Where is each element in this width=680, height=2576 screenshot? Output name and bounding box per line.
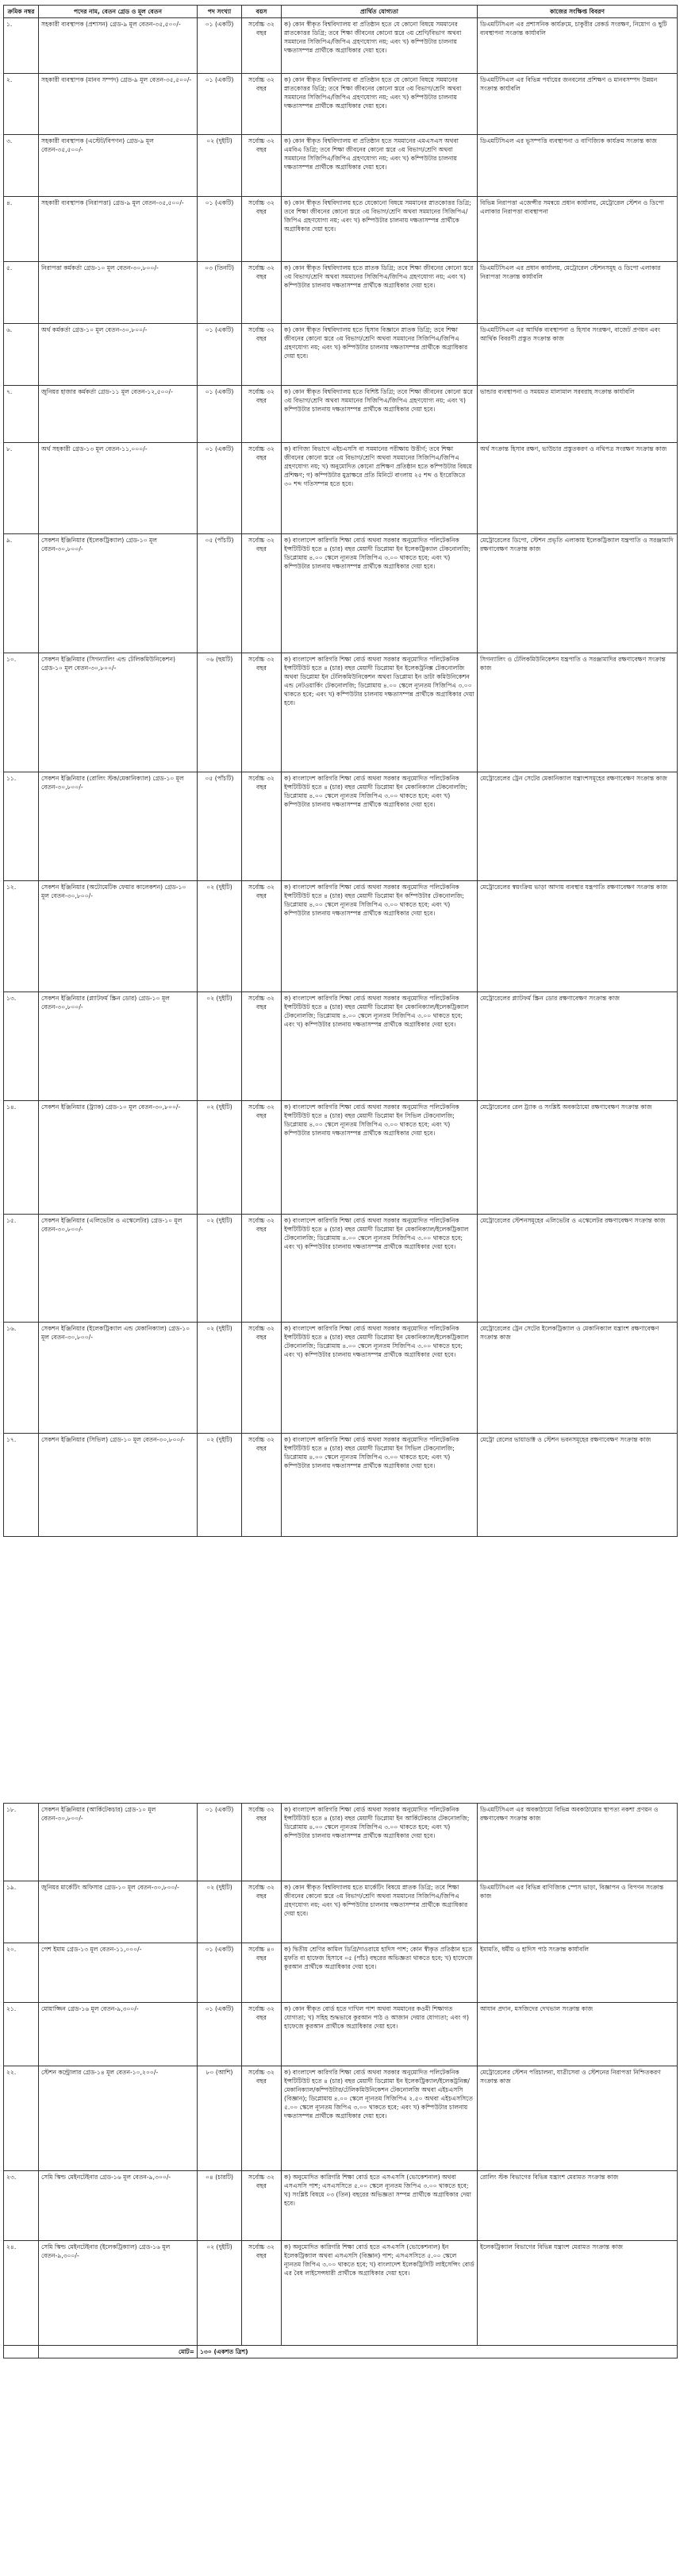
table-body-part-1	[4, 18, 678, 1537]
cell-work: ডিএমটিসিএল এর প্রধান কার্যালয়, মেট্রোরেল স্টেশনসমূহ ও ডিপো এলাকার নিরাপত্তা সংক্রান্ত কার্যাবলি	[478, 262, 678, 324]
cell-age: সর্বোচ্চ ৩২ বছর	[242, 262, 282, 324]
header-post: পদের নাম, বেতন গ্রেড ও মূল বেতন	[39, 6, 198, 18]
table-row	[4, 18, 678, 74]
cell-work: ডিএমটিসিএল এর প্রশাসনিক কার্যক্রমে, চাকুরীর রেকর্ড সংরক্ষণ, নিয়োগ ও ছুটি ব্যবস্থাপনা সংক্রান্ত কার্যাবলি	[478, 18, 678, 74]
cell-work: রোলিং স্টক বিভাগের বিভিন্ন যন্ত্রাংশ মেরামত সংক্রান্ত কাজ	[478, 2171, 678, 2241]
cell-qualification: ক) কোন স্বীকৃত বিশ্ববিদ্যালয় বা প্রতিষ্ঠান হতে যে কোনো বিষয়ে সমমানের স্নাতকোত্তর ডিগ্রি; তবে শিক্ষা জীবনের কোনো স্তরে ৩য় বিভাগ/শ্রেণি অথবা সমমানের সিজিপিএ/জিপিএ গ্রহণযোগ্য নয়; এবং খ) কম্পিউটার চালনায় দক্ষতাসম্পন্ন প্রার্থীকে অগ্রাধিকার দেয়া হবে।	[282, 74, 478, 135]
cell-serial: ২০.	[4, 1943, 39, 2003]
cell-post: সেমি স্কিল্ড মেইনটেইনার গ্রেড-১৬ মূল বেতন-৯,৩০০/-	[39, 2171, 198, 2241]
cell-serial: ৯.	[4, 534, 39, 653]
cell-work: মেট্রোরেলের রেল ট্র্যাক ও সংশ্লিষ্ট অবকাঠামো রক্ষণাবেক্ষণ সংক্রান্ত কাজ	[478, 1101, 678, 1215]
cell-work: আযান প্রদান, মসজিদের দেখভাল সংক্রান্ত কাজ	[478, 2003, 678, 2066]
cell-age: সর্বোচ্চ ৩২ বছর	[242, 18, 282, 74]
table-row	[4, 1804, 678, 1881]
cell-qualification: ক) কোন স্বীকৃত বিশ্ববিদ্যালয় হতে মার্কেটিং বিষয়ে স্নাতক ডিগ্রি; তবে শিক্ষা জীবনের কোনো স্তরে ৩য় বিভাগ/শ্রেণি অথবা সমমানের সিজিপিএ/জিপিএ গ্রহণযোগ্য নয়; এবং খ) কম্পিউটার চালনায় দক্ষতাসম্পন্ন প্রার্থীকে অগ্রাধিকার দেয়া হবে।	[282, 1881, 478, 1943]
cell-serial: ৪.	[4, 197, 39, 262]
cell-age: সর্বোচ্চ ৩২ বছর	[242, 1323, 282, 1434]
cell-qualification: ক) বাংলাদেশ কারিগরি শিক্ষা বোর্ড অথবা সরকার অনুমোদিত পলিটেকনিক ইন্সটিটিউট হতে ৪ (চার) বছর মেয়াদী ডিপ্লোমা ইন ইলেকট্রনিক্স টেকনোলজি অথবা ডিপ্লোমা ইন টেলিকমিউনিকেশন অথবা ডিপ্লোমা ইন ডাটা কমিউনিকেশন এন্ড নেটওয়ার্কিং টেকনোলজি; ডিপ্লোমায় ৪.০০ স্কেলে ন্যূনতম সিজিপিএ ৩.০০ থাকতে হবে; এবং খ) কম্পিউটার চালনায় দক্ষতাসম্পন্ন প্রার্থীকে অগ্রাধিকার দেয়া হবে।	[282, 653, 478, 772]
cell-age: সর্বোচ্চ ৩২ বছর	[242, 992, 282, 1101]
cell-age: সর্বোচ্চ ৩২ বছর	[242, 653, 282, 772]
cell-work: ভান্ডার ব্যবস্থাপনা ও সময়মত মালামাল সরবরাহ সংক্রান্ত কার্যাবলি	[478, 386, 678, 443]
table-row	[4, 262, 678, 324]
cell-count: ০২ (দুইটি)	[198, 135, 242, 197]
cell-post: মোয়াজ্জিন গ্রেড-১৬ মূল বেতন-৯,৩০০/-	[39, 2003, 198, 2066]
cell-qualification: ক) বাংলাদেশ কারিগরি শিক্ষা বোর্ড অথবা সরকার অনুমোদিত পলিটেকনিক ইন্সটিটিউট হতে ৪ (চার) বছর মেয়াদী ডিপ্লোমা ইন সিভিল টেকনোলজি; ডিপ্লোমায় ৪.০০ স্কেলে ন্যূনতম সিজিপিএ ৩.০০ থাকতে হবে; এবং খ) কম্পিউটার চালনায় দক্ষতাসম্পন্ন প্রার্থীকে অগ্রাধিকার দেয়া হবে।	[282, 1101, 478, 1215]
cell-work: মেট্রোরেলের ট্রেন সেটের মেকানিক্যাল যন্ত্রাংশসমূহের রক্ষণাবেক্ষণ সংক্রান্ত কাজ	[478, 772, 678, 881]
cell-age: সর্বোচ্চ ৩২ বছর	[242, 135, 282, 197]
table-row	[4, 1101, 678, 1215]
job-table-part-2	[3, 1803, 678, 2358]
cell-post: নিরাপত্তা কর্মকর্তা গ্রেড-১০ মূল বেতন-৩০,৮০০/-	[39, 262, 198, 324]
total-count: ১৩০ (একশত ত্রিশ)	[198, 2346, 678, 2358]
cell-age: সর্বোচ্চ ৩২ বছর	[242, 2066, 282, 2171]
cell-count: ০৫ (পাঁচটি)	[198, 772, 242, 881]
header-serial: ক্রমিক নম্বর	[4, 6, 39, 18]
cell-age: সর্বোচ্চ ৩২ বছর	[242, 1881, 282, 1943]
table-row	[4, 386, 678, 443]
cell-qualification: ক) কোন স্বীকৃত বিশ্ববিদ্যালয় বা প্রতিষ্ঠান হতে যে কোনো বিষয়ে সমমানের স্নাতকোত্তর ডিগ্রি; তবে শিক্ষা জীবনের কোনো স্তরে ৩য় শ্রেণি/বিভাগ অথবা সমমানের সিজিপিএ/জিপিএ গ্রহণযোগ্য নয়; এবং খ) কম্পিউটার চালনায় দক্ষতাসম্পন্ন প্রার্থীকে অগ্রাধিকার দেয়া হবে।	[282, 18, 478, 74]
cell-work: মেট্রোরেলের ট্রেন সেটের ইলেকট্রিক্যাল ও মেকানিক্যাল যন্ত্রাংশ রক্ষণাবেক্ষণ সংক্রান্ত কাজ	[478, 1323, 678, 1434]
cell-age: সর্বোচ্চ ৩২ বছর	[242, 197, 282, 262]
cell-work: ইলেকট্রিক্যাল বিভাগের বিভিন্ন যন্ত্রাংশ মেরামত সংক্রান্ত কাজ	[478, 2241, 678, 2346]
cell-qualification: ক) বাংলাদেশ কারিগরি শিক্ষা বোর্ড অথবা সরকার অনুমোদিত পলিটেকনিক ইন্সটিটিউট হতে ৪ (চার) বছর মেয়াদী ডিপ্লোমা ইন সিভিল টেকনোলজি; ডিপ্লোমায় ৪.০০ স্কেলে ন্যূনতম সিজিপিএ ৩.০০ থাকতে হবে; এবং খ) কম্পিউটার চালনায় দক্ষতাসম্পন্ন প্রার্থীকে অগ্রাধিকার দেয়া হবে।	[282, 1434, 478, 1537]
cell-qualification: ক) বাংলাদেশ কারিগরি শিক্ষা বোর্ড অথবা সরকার অনুমোদিত পলিটেকনিক ইন্সটিটিউট হতে ৪ (চার) বছর মেয়াদী ডিপ্লোমা ইন মেকানিক্যাল টেকনোলজি; ডিপ্লোমায় ৪.০০ স্কেলে ন্যূনতম সিজিপিএ ৩.০০ থাকতে হবে; এবং খ) কম্পিউটার চালনায় দক্ষতাসম্পন্ন প্রার্থীকে অগ্রাধিকার দেয়া হবে।	[282, 772, 478, 881]
cell-count: ০৪ (চারটি)	[198, 2171, 242, 2241]
cell-serial: ২.	[4, 74, 39, 135]
job-table-part-1	[3, 5, 678, 1537]
cell-serial: ১০.	[4, 653, 39, 772]
cell-serial: ৮.	[4, 443, 39, 534]
cell-work: সিগন্যালিং ও টেলিকমিউনিকেশন যন্ত্রপাতি ও সরঞ্জামাদির রক্ষণাবেক্ষণ সংক্রান্ত কাজ	[478, 653, 678, 772]
table-row	[4, 324, 678, 386]
header-count: পদ সংখ্যা	[198, 6, 242, 18]
cell-count: ০৩ (তিনটি)	[198, 262, 242, 324]
cell-qualification: ক) বাংলাদেশ কারিগরি শিক্ষা বোর্ড অথবা সরকার অনুমোদিত পলিটেকনিক ইন্সটিটিউট হতে ৪ (চার) বছর মেয়াদী ডিপ্লোমা ইন মেকানিক্যাল/ইলেকট্রিক্যাল টেকনোলজি; ডিপ্লোমায় ৪.০০ স্কেলে ন্যূনতম সিজিপিএ ৩.০০ থাকতে হবে; এবং খ) কম্পিউটার চালনায় দক্ষতাসম্পন্ন প্রার্থীকে অগ্রাধিকার দেয়া হবে।	[282, 1323, 478, 1434]
cell-count: ০১ (একটি)	[198, 324, 242, 386]
cell-qualification: ক) কোন স্বীকৃত বিশ্ববিদ্যালয় হতে বিশিষ্ট ডিগ্রি; তবে শিক্ষা জীবনের কোনো স্তরে ৩য় বিভাগ/শ্রেণি অথবা সমমানের সিজিপিএ/জিপিএ গ্রহণযোগ্য নয়; এবং খ) কম্পিউটার চালনায় দক্ষতাসম্পন্ন প্রার্থীকে অগ্রাধিকার দেয়া হবে।	[282, 386, 478, 443]
cell-count: ০৫ (পাঁচটি)	[198, 534, 242, 653]
cell-count: ০১ (একটি)	[198, 1804, 242, 1881]
cell-work: মেট্রোরেলের স্টেশন পরিচালনা, যাত্রীসেবা ও স্টেশনের নিরাপত্তা নিশ্চিতকরণ সংক্রান্ত কাজ	[478, 2066, 678, 2171]
cell-serial: ৬.	[4, 324, 39, 386]
cell-post: সেকশন ইঞ্জিনিয়ার (ইলেকট্রিক্যাল) গ্রেড-১০ মূল বেতন-৩০,৮০০/-	[39, 534, 198, 653]
cell-post: অর্থ সহকারী গ্রেড-১৩ মূল বেতন-১১,০০০/-	[39, 443, 198, 534]
table-header-row	[4, 6, 678, 18]
table-row	[4, 534, 678, 653]
cell-age: সর্বোচ্চ ৩২ বছর	[242, 1434, 282, 1537]
header-work: কাজের সংক্ষিপ্ত বিবরণ	[478, 6, 678, 18]
cell-post: সেকশন ইঞ্জিনিয়ার (অটোমেটিক ফেয়ার কালেকশন) গ্রেড-১০ মূল বেতন-৩০,৮০০/-	[39, 881, 198, 992]
cell-post: সহকারী ব্যবস্থাপক (মানব সম্পদ) গ্রেড-৯ মূল বেতন-৩৫,৫০০/-	[39, 74, 198, 135]
table-row	[4, 2171, 678, 2241]
cell-qualification: ক) কোন স্বীকৃত বোর্ড হতে দাখিল পাশ অথবা সমমানের কওমী শিক্ষাগত যোগ্যতা; খ) সহিহ শুদ্ধভাবে কুরআন পাঠ ও আজান দেয়ার যোগ্যতা; এবং গ) হাফেজে কুরআন প্রার্থীকে অগ্রাধিকার দেয়া হবে।	[282, 2003, 478, 2066]
cell-age: সর্বোচ্চ ৩২ বছর	[242, 2171, 282, 2241]
cell-serial: ১৮.	[4, 1804, 39, 1881]
cell-age: সর্বোচ্চ ৩২ বছর	[242, 1101, 282, 1215]
cell-count: ০২ (দুইটি)	[198, 881, 242, 992]
cell-work: ডিএমটিসিএল এর ভূসম্পত্তি ব্যবস্থাপনা ও বাণিজ্যিক কার্যক্রম সংক্রান্ত কাজ	[478, 135, 678, 197]
cell-serial: ১৬.	[4, 1323, 39, 1434]
cell-work: ডিএমটিসিএল এর আর্থিক ব্যবস্থাপনা ও হিসাব সংরক্ষণ, বাজেট প্রণয়ন এবং আর্থিক বিবরণী প্রস্তুত সংক্রান্ত কাজ	[478, 324, 678, 386]
cell-age: সর্বোচ্চ ৩২ বছর	[242, 881, 282, 992]
cell-qualification: ক) বাংলাদেশ কারিগরি শিক্ষা বোর্ড অথবা সরকার অনুমোদিত পলিটেকনিক ইন্সটিটিউট হতে ৪ (চার) বছর মেয়াদী ডিপ্লোমা ইন ইলেকট্রিক্যাল/ইলেকট্রনিক্স/মেকানিক্যাল/কম্পিউটার/টেলিকমিউনিকেশন টেকনোলজি অথবা এইচএসসি (বিজ্ঞান); ডিপ্লোমায় ৪.০০ স্কেলে ন্যূনতম সিজিপিএ ২.৫০ অথবা এইচএসসিতে ৫.০০ স্কেলে ন্যূনতম জিপিএ ৩.০০ থাকতে হবে; এবং খ) কম্পিউটার চালনায় দক্ষতাসম্পন্ন প্রার্থীকে অগ্রাধিকার দেয়া হবে।	[282, 2066, 478, 2171]
cell-count: ০৬ (ছয়টি)	[198, 653, 242, 772]
cell-qualification: ক) অনুমোদিত কারিগরি শিক্ষা বোর্ড হতে এসএসসি (ভোকেশনাল) ইন ইলেকট্রিক্যাল অথবা এসএসসি (বিজ্ঞান) পাশ; এসএসসিতে ৫.০০ স্কেলে ন্যূনতম জিপিএ ৩.০০ থাকতে হবে; খ) বাংলাদেশ ইলেকট্রিসিটি লাইসেন্সিং বোর্ড এর বৈধ লাইসেন্সধারী প্রার্থীকে অগ্রাধিকার দেয়া হবে।	[282, 2241, 478, 2346]
cell-qualification: ক) বাণিজ্য বিভাগে এইচএসসি বা সমমানের পরীক্ষায় উত্তীর্ণ; তবে শিক্ষা জীবনের কোনো স্তরে ৩য় বিভাগ/শ্রেণি অথবা সমমানের সিজিপিএ/জিপিএ গ্রহণযোগ্য নয়; খ) অনুমোদিত কোনো প্রশিক্ষণ প্রতিষ্ঠান হতে কম্পিউটার বিষয়ে প্রশিক্ষণ; গ) কম্পিউটার মুদ্রাক্ষরে প্রতি মিনিটে বাংলায় ২৫ শব্দ ও ইংরেজিতে ৩০ শব্দ গতিসম্পন্ন হতে হবে।	[282, 443, 478, 534]
cell-post: সহকারী ব্যবস্থাপক (এস্টেট/বিপণন) গ্রেড-৯ মূল বেতন-৩৫,৫০০/-	[39, 135, 198, 197]
cell-count: ০১ (একটি)	[198, 18, 242, 74]
cell-count: ০১ (একটি)	[198, 197, 242, 262]
cell-post: সেকশন ইঞ্জিনিয়ার (ট্র্যাক) গ্রেড-১০ মূল বেতন-৩০,৮০০/-	[39, 1101, 198, 1215]
cell-work: ডিএমটিসিএল এর বিভিন্ন পর্যায়ের জনবলের প্রশিক্ষণ ও মানবসম্পদ উন্নয়ন সংক্রান্ত কার্যাবলি	[478, 74, 678, 135]
cell-post: সহকারী ব্যবস্থাপক (নিরাপত্তা) গ্রেড-৯ মূল বেতন-৩৫,৫০০/-	[39, 197, 198, 262]
cell-work: অর্থ সংক্রান্ত হিসাব রক্ষণ, ভাউচার প্রস্তুতকরণ ও নথিপত্র সংরক্ষণ সংক্রান্ত কাজ	[478, 443, 678, 534]
cell-work: মেট্রো রেলের ভায়াডাক্ট ও স্টেশন ভবনসমূহের রক্ষণাবেক্ষণ সংক্রান্ত কাজ	[478, 1434, 678, 1537]
header-age: বয়স	[242, 6, 282, 18]
cell-count: ০২ (দুইটি)	[198, 992, 242, 1101]
cell-post: সেকশন ইঞ্জিনিয়ার (প্ল্যাটফর্ম স্ক্রিন ডোর) গ্রেড-১০ মূল বেতন-৩০,৮০০/-	[39, 992, 198, 1101]
cell-work: মেট্রোরেলের প্ল্যাটফর্ম স্ক্রিন ডোর রক্ষণাবেক্ষণ সংক্রান্ত কাজ	[478, 992, 678, 1101]
table-row	[4, 1943, 678, 2003]
cell-qualification: ক) বাংলাদেশ কারিগরি শিক্ষা বোর্ড অথবা সরকার অনুমোদিত পলিটেকনিক ইন্সটিটিউট হতে ৪ (চার) বছর মেয়াদী ডিপ্লোমা ইন মেকানিক্যাল/ইলেকট্রিক্যাল টেকনোলজি; ডিপ্লোমায় ৪.০০ স্কেলে ন্যূনতম সিজিপিএ ৩.০০ থাকতে হবে; এবং খ) কম্পিউটার চালনায় দক্ষতাসম্পন্ন প্রার্থীকে অগ্রাধিকার দেয়া হবে।	[282, 1215, 478, 1323]
cell-post: সেকশন ইঞ্জিনিয়ার (সিগন্যালিং এন্ড টেলিকমিউনিকেশন) গ্রেড-১০ মূল বেতন-৩০,৮০০/-	[39, 653, 198, 772]
total-row	[4, 2346, 678, 2358]
table-row	[4, 197, 678, 262]
cell-count: ০২ (দুইটি)	[198, 1881, 242, 1943]
table-row	[4, 135, 678, 197]
cell-post: অর্থ কর্মকর্তা গ্রেড-১০ মূল বেতন-৩০,৮০০/-	[39, 324, 198, 386]
table-row	[4, 1434, 678, 1537]
cell-serial: ২২.	[4, 2066, 39, 2171]
cell-count: ৮০ (আশি)	[198, 2066, 242, 2171]
cell-post: স্টেশন কন্ট্রোলার গ্রেড-১৪ মূল বেতন-১০,২০০/-	[39, 2066, 198, 2171]
cell-count: ০১ (একটি)	[198, 386, 242, 443]
cell-qualification: ক) দ্বিতীয় শ্রেণির কামিল ডিগ্রি/দাওরায়ে হাদিস পাশ; কোন স্বীকৃত প্রতিষ্ঠান হতে মুফতি বা হাফেজ হিসাবে ০৫ (পাঁচ) বছরের অভিজ্ঞতা থাকতে হবে; খ) হাফেজে কুরআন প্রার্থীকে অগ্রাধিকার দেয়া হবে।	[282, 1943, 478, 2003]
cell-serial: ১.	[4, 18, 39, 74]
cell-work: ডিএমটিসিএল এর বিভিন্ন বাণিজ্যিক স্পেস ভাড়া, বিজ্ঞাপন ও বিপণন সংক্রান্ত কাজ	[478, 1881, 678, 1943]
table-row	[4, 2066, 678, 2171]
cell-qualification: ক) কোন স্বীকৃত বিশ্ববিদ্যালয় হতে যেকোনো বিষয়ে সমমানের স্নাতকোত্তর ডিগ্রি; তবে শিক্ষা জীবনের কোনো স্তরে ৩য় বিভাগ/শ্রেণি অথবা সমমানের সিজিপিএ/জিপিএ গ্রহণযোগ্য নয়; এবং খ) কম্পিউটার চালনায় দক্ষতাসম্পন্ন প্রার্থীকে অগ্রাধিকার দেয়া হবে।	[282, 197, 478, 262]
cell-qualification: ক) বাংলাদেশ কারিগরি শিক্ষা বোর্ড অথবা সরকার অনুমোদিত পলিটেকনিক ইন্সটিটিউট হতে ৪ (চার) বছর মেয়াদী ডিপ্লোমা ইন কম্পিউটার টেকনোলজি; ডিপ্লোমায় ৪.০০ স্কেলে ন্যূনতম সিজিপিএ ৩.০০ থাকতে হবে; এবং খ) কম্পিউটার চালনায় দক্ষতাসম্পন্ন প্রার্থীকে অগ্রাধিকার দেয়া হবে।	[282, 881, 478, 992]
cell-age: সর্বোচ্চ ৩২ বছর	[242, 2003, 282, 2066]
cell-age: সর্বোচ্চ ৩২ বছর	[242, 2241, 282, 2346]
table-row	[4, 1881, 678, 1943]
cell-serial: ১৩.	[4, 992, 39, 1101]
table-row	[4, 443, 678, 534]
cell-age: সর্বোচ্চ ৩২ বছর	[242, 443, 282, 534]
cell-serial: ২১.	[4, 2003, 39, 2066]
table-row	[4, 881, 678, 992]
cell-work: ইমামতি, ধর্মীয় ও হাদিস পাঠ সংক্রান্ত কার্যাবলি	[478, 1943, 678, 2003]
cell-qualification: ক) কোন স্বীকৃত বিশ্ববিদ্যালয় বা প্রতিষ্ঠান হতে সমমানের এমএসএস অথবা এমবিএ ডিগ্রি; তবে শিক্ষা জীবনের কোনো স্তরে ৩য় বিভাগ/শ্রেণি অথবা সমমানের সিজিপিএ/জিপিএ গ্রহণযোগ্য নয়; এবং খ) কম্পিউটার চালনায় দক্ষতাসম্পন্ন প্রার্থীকে অগ্রাধিকার দেয়া হবে।	[282, 135, 478, 197]
cell-qualification: ক) বাংলাদেশ কারিগরি শিক্ষা বোর্ড অথবা সরকার অনুমোদিত পলিটেকনিক ইন্সটিটিউট হতে ৪ (চার) বছর মেয়াদী ডিপ্লোমা ইন আর্কিটেকচার টেকনোলজি; ডিপ্লোমায় ৪.০০ স্কেলে ন্যূনতম সিজিপিএ ৩.০০ থাকতে হবে; এবং খ) কম্পিউটার চালনায় দক্ষতাসম্পন্ন প্রার্থীকে অগ্রাধিকার দেয়া হবে।	[282, 1804, 478, 1881]
table-row	[4, 772, 678, 881]
cell-count: ০২ (দুইটি)	[198, 1434, 242, 1537]
table-row	[4, 2241, 678, 2346]
cell-work: মেট্রোরেলের স্টেশনসমূহের এলিভেটর ও এস্কেলেটর রক্ষণাবেক্ষণ সংক্রান্ত কাজ	[478, 1215, 678, 1323]
cell-serial: ২৪.	[4, 2241, 39, 2346]
cell-serial: ১৫.	[4, 1215, 39, 1323]
cell-serial: ১৯.	[4, 1881, 39, 1943]
cell-serial: ৭.	[4, 386, 39, 443]
cell-count: ০২ (দুইটি)	[198, 2241, 242, 2346]
cell-age: সর্বোচ্চ ৪০ বছর	[242, 1943, 282, 2003]
total-spacer	[4, 2346, 39, 2358]
table-row	[4, 1215, 678, 1323]
cell-count: ০১ (একটি)	[198, 443, 242, 534]
cell-age: সর্বোচ্চ ৩২ বছর	[242, 1215, 282, 1323]
cell-age: সর্বোচ্চ ৩২ বছর	[242, 534, 282, 653]
cell-qualification: ক) কোন স্বীকৃত বিশ্ববিদ্যালয় হতে স্নাতক ডিগ্রি; তবে শিক্ষা জীবনের কোনো স্তরে ৩য় বিভাগ/শ্রেণি অথবা সমমানের সিজিপিএ/জিপিএ গ্রহণযোগ্য নয়; এবং খ) কম্পিউটার চালনায় দক্ষতাসম্পন্ন প্রার্থীকে অগ্রাধিকার দেয়া হবে।	[282, 262, 478, 324]
cell-serial: ১৪.	[4, 1101, 39, 1215]
header-qualification: প্রার্থিত যোগ্যতা	[282, 6, 478, 18]
table-body-part-2	[4, 1804, 678, 2346]
cell-post: সেকশন ইঞ্জিনিয়ার (সিভিল) গ্রেড-১০ মূল বেতন-৩০,৮০০/-	[39, 1434, 198, 1537]
cell-serial: ৩.	[4, 135, 39, 197]
cell-post: সেকশন ইঞ্জিনিয়ার (এলিভেটর ও এস্কেলেটর) গ্রেড-১০ মূল বেতন-৩০,৮০০/-	[39, 1215, 198, 1323]
cell-work: মেট্রোরেলের স্বয়ংক্রিয় ভাড়া আদায় ব্যবস্থার যন্ত্রপাতি রক্ষণাবেক্ষণ সংক্রান্ত কাজ	[478, 881, 678, 992]
cell-age: সর্বোচ্চ ৩২ বছর	[242, 74, 282, 135]
cell-count: ০১ (একটি)	[198, 2003, 242, 2066]
cell-post: জুনিয়র মার্কেটিং অফিসার গ্রেড-১০ মূল বেতন-৩০,৮০০/-	[39, 1881, 198, 1943]
cell-post: সেমি স্কিল্ড মেইনটেইনার (ইলেকট্রিক্যাল) গ্রেড-১৬ মূল বেতন-৯,৩০০/-	[39, 2241, 198, 2346]
table-row	[4, 992, 678, 1101]
cell-age: সর্বোচ্চ ৩২ বছর	[242, 772, 282, 881]
cell-post: সেকশন ইঞ্জিনিয়ার (আর্কিটেকচার) গ্রেড-১০ মূল বেতন-৩০,৮০০/-	[39, 1804, 198, 1881]
cell-count: ০১ (একটি)	[198, 1943, 242, 2003]
cell-post: সেকশন ইঞ্জিনিয়ার (রোলিং স্টক/মেকানিক্যাল) গ্রেড-১০ মূল বেতন-৩০,৮০০/-	[39, 772, 198, 881]
cell-age: সর্বোচ্চ ৩২ বছর	[242, 386, 282, 443]
cell-age: সর্বোচ্চ ৩২ বছর	[242, 1804, 282, 1881]
cell-count: ০২ (দুইটি)	[198, 1323, 242, 1434]
cell-serial: ১১.	[4, 772, 39, 881]
cell-qualification: ক) বাংলাদেশ কারিগরি শিক্ষা বোর্ড অথবা সরকার অনুমোদিত পলিটেকনিক ইন্সটিটিউট হতে ৪ (চার) বছর মেয়াদী ডিপ্লোমা ইন মেকানিক্যাল/ইলেকট্রিক্যাল টেকনোলজি; ডিপ্লোমায় ৪.০০ স্কেলে ন্যূনতম সিজিপিএ ৩.০০ থাকতে হবে; এবং খ) কম্পিউটার চালনায় দক্ষতাসম্পন্ন প্রার্থীকে অগ্রাধিকার দেয়া হবে।	[282, 992, 478, 1101]
cell-qualification: ক) অনুমোদিত কারিগরি শিক্ষা বোর্ড হতে এসএসসি (ভোকেশনাল) অথবা এসএসসি পাশ; এসএসসিতে ৫.০০ স্কেলে ন্যূনতম জিপিএ ৩.০০ থাকতে হবে; খ) সংশ্লিষ্ট বিষয়ে ০৩ (তিন) বছরের অভিজ্ঞতা সম্পন্ন প্রার্থীকে অগ্রাধিকার দেয়া হবে।	[282, 2171, 478, 2241]
cell-age: সর্বোচ্চ ৩২ বছর	[242, 324, 282, 386]
table-row	[4, 653, 678, 772]
table-row	[4, 74, 678, 135]
cell-work: বিভিন্ন নিরাপত্তা এজেন্সীর সমন্বয়ে প্রধান কার্যালয়, মেট্রোরেল স্টেশন ও ডিপো এলাকার নিরাপত্তা ব্যবস্থাপনা	[478, 197, 678, 262]
cell-qualification: ক) কোন স্বীকৃত বিশ্ববিদ্যালয় হতে হিসাব বিজ্ঞানে স্নাতক ডিগ্রি; তবে শিক্ষা জীবনের কোনো স্তরে ৩য় বিভাগ/শ্রেণি অথবা সমমানের সিজিপিএ/জিপিএ গ্রহণযোগ্য নয়; এবং খ) কম্পিউটার চালনায় দক্ষতাসম্পন্ন প্রার্থীকে অগ্রাধিকার দেয়া হবে।	[282, 324, 478, 386]
cell-post: সেকশন ইঞ্জিনিয়ার (ইলেকট্রিক্যাল এন্ড মেকানিক্যাল) গ্রেড-১০ মূল বেতন-৩০,৮০০/-	[39, 1323, 198, 1434]
cell-count: ০২ (দুইটি)	[198, 1101, 242, 1215]
cell-work: ডিএমটিসিএল এর অবকাঠামো বিভিন্ন অবকাঠামোর স্থাপত্য নকশা প্রণয়ন ও রক্ষণাবেক্ষণ সংক্রান্ত কাজ	[478, 1804, 678, 1881]
cell-qualification: ক) বাংলাদেশ কারিগরি শিক্ষা বোর্ড অথবা সরকার অনুমোদিত পলিটেকনিক ইন্সটিটিউট হতে ৪ (চার) বছর মেয়াদী ডিপ্লোমা ইন ইলেকট্রিক্যাল টেকনোলজি; ডিপ্লোমায় ৪.০০ স্কেলে ন্যূনতম সিজিপিএ ৩.০০ থাকতে হবে; এবং খ) কম্পিউটার চালনায় দক্ষতাসম্পন্ন প্রার্থীকে অগ্রাধিকার দেয়া হবে।	[282, 534, 478, 653]
cell-serial: ২৩.	[4, 2171, 39, 2241]
cell-count: ০১ (একটি)	[198, 74, 242, 135]
table-row	[4, 1323, 678, 1434]
cell-post: জুনিয়র হাজার কর্মকর্তা গ্রেড-১১ মূল বেতন-১২,৫০০/-	[39, 386, 198, 443]
cell-post: পেশ ইমাম গ্রেড-১৩ মূল বেতন-১১,০০০/-	[39, 1943, 198, 2003]
total-label: মোট=	[39, 2346, 198, 2358]
table-row	[4, 2003, 678, 2066]
cell-serial: ১২.	[4, 881, 39, 992]
cell-post: সহকারী ব্যবস্থাপক (প্রশাসন) গ্রেড-৯ মূল বেতন-৩৫,৫০০/-	[39, 18, 198, 74]
cell-serial: ১৭.	[4, 1434, 39, 1537]
cell-work: মেট্রোরেলের ডিপো, স্টেশন প্রভৃতি এলাকায় ইলেকট্রিক্যাল যন্ত্রপাতি ও সরঞ্জামাদি রক্ষণাবেক্ষণ সংক্রান্ত কাজ	[478, 534, 678, 653]
cell-serial: ৫.	[4, 262, 39, 324]
cell-count: ০২ (দুইটি)	[198, 1215, 242, 1323]
